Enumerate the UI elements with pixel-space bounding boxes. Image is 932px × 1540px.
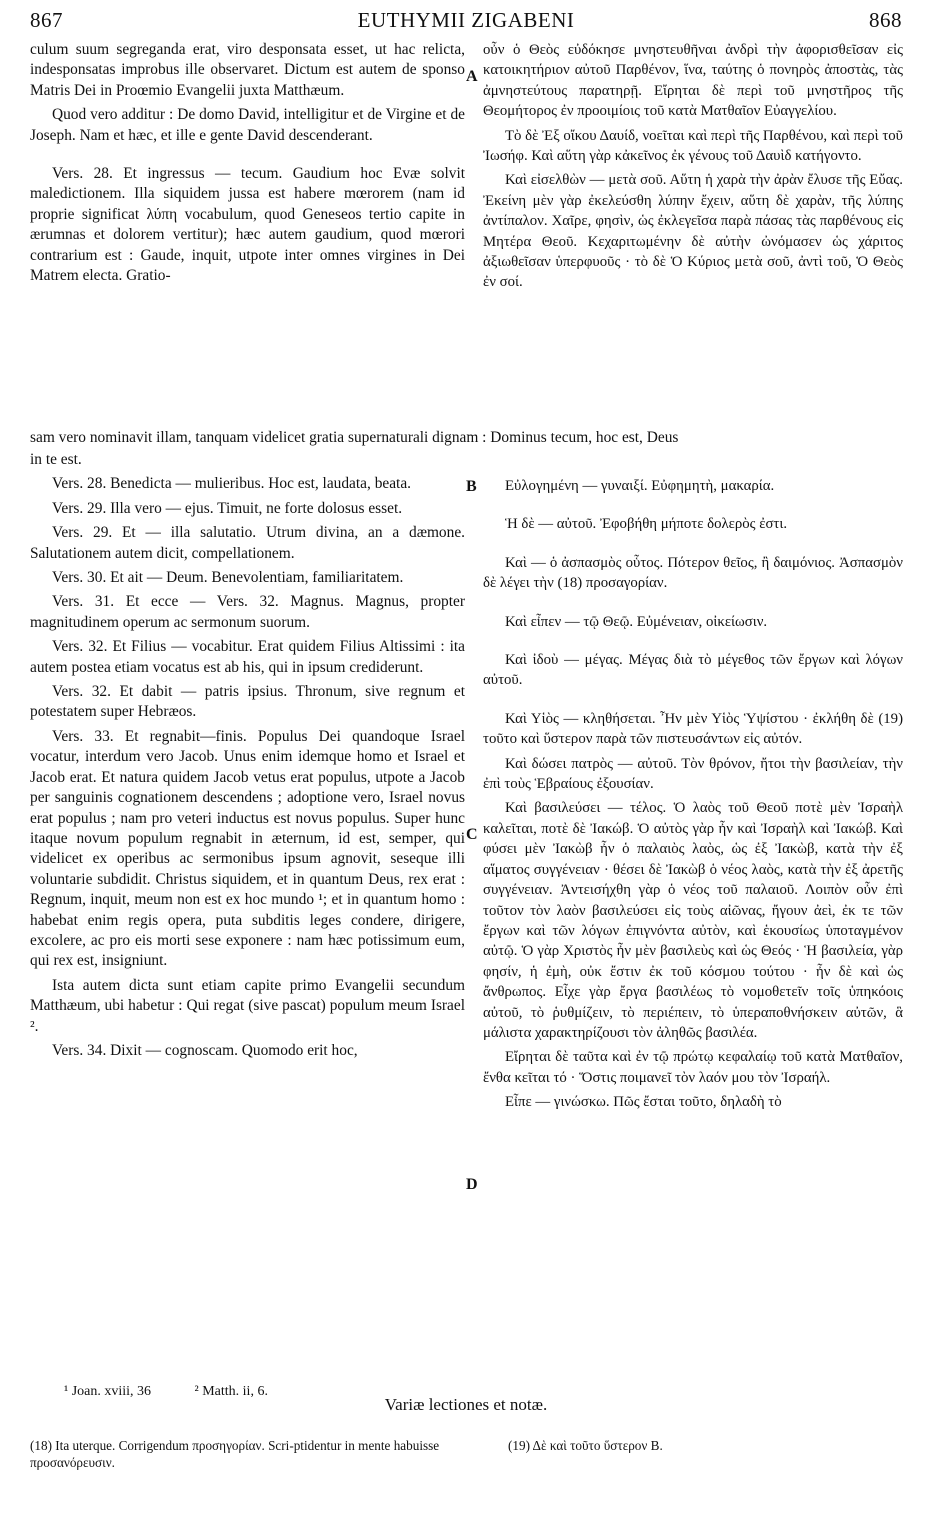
footnote-1: ¹ Joan. xviii, 36: [64, 1384, 152, 1399]
footnote-2: ² Matth. ii, 6.: [194, 1384, 268, 1399]
greek-paragraph: Εἶπε — γινώσκω. Πῶς ἔσται τοῦτο, δηλαδὴ τὸ: [505, 1094, 782, 1111]
latin-paragraph: Vers. 32. Et dabit — patris ipsius. Thronum, sive regnum et potestatem super Hebræos.: [30, 683, 465, 721]
page-number-right: 868: [869, 8, 902, 32]
greek-paragraph: Εἴρηται δὲ ταῦτα καὶ ἐν τῷ πρώτῳ κεφαλαίῳ τοῦ κατὰ Ματθαῖον, ἔνθα κεῖται τό · Ὅστις ποιμανεῖ τὸν λαόν μου τὸν Ἰσραήλ.: [483, 1049, 903, 1086]
note-18: (18) Ita uterque. Corrigendum προσηγορίαν. Scri-ptidentur in mente habuisse προσανόρευσιν.: [30, 1438, 440, 1470]
latin-paragraph: Vers. 29. Illa vero — ejus. Timuit, ne forte dolosus esset.: [52, 499, 403, 517]
margin-letter-b: B: [466, 478, 477, 495]
greek-column: [483, 40, 903, 297]
latin-paragraph: Vers. 31. Et ecce — Vers. 32. Magnus. Magnus, propter magnitudinem operum ac sermonum suorum.: [30, 593, 465, 631]
notes-title: Variæ lectiones et notæ.: [384, 1395, 548, 1414]
greek-paragraph: Καὶ βασιλεύσει — τέλος. Ὁ λαὸς τοῦ Θεοῦ ποτὲ μὲν Ἰσραὴλ καλεῖται, ποτὲ δὲ Ἰακώβ. Ὁ αὐτὸς γὰρ ἦν καὶ Ἰσραὴλ καὶ Ἰακώβ. Καὶ φύσει μὲν Ἰακὼβ ἦν ὁ παλαιὸς λαὸς, ὡς ἐξ Ἰακὼβ, κατὰ τὴν ἐξ αἵματος συγγένειαν · θέσει δὲ Ἰακὼβ ὁ νέος λαὸς, κατὰ τὴν ἐξ ἀρετῆς συγγένειαν. Ἀντεισήχθη γὰρ ὁ νέος τοῦ παλαιοῦ. Λοιπὸν οὖν ἐπὶ τοῦτον τὸν λαὸν βασιλεύσει εἰς τοὺς αἰῶνας, ἤγουν ἀεὶ, ἐκ τε τῶν ἔργων καὶ τῶν λόγων ἐπιγνόντα αὐτὸν, καὶ ἑκουσίως ὑποταγμένον αὐτῷ. Ὁ γὰρ Χριστὸς ἦν μὲν βασιλεὺς καὶ ὡς Θεός · Ἡ βασιλεία, γὰρ φησίν, ἡ ἐμὴ, οὐκ ἔστιν ἐκ τοῦ κόσμου τούτου · ἦν δὲ καὶ ὡς ἄνθρωπος. Εἶχε γὰρ ἔργα βασιλέως τὸ νομοθετεῖν τοῖς ὑπηκόοις αὐτοῦ, τὸ ῥυθμίζειν, τὸ περιέπειν, τὸ ὑπεραποθνήσκειν αὐτῶν, ἃ μάλιστα χαρακτηρίζουσι τὸν ἀληθῶς βασιλέα.: [483, 800, 903, 1041]
latin-paragraph: Quod vero additur : De domo David, intelligitur et de Virgine et de Joseph. Nam et hæc, et ille e gente David descenderant.: [30, 106, 465, 144]
margin-letter-a: A: [466, 68, 478, 85]
note-19: (19) Δὲ καὶ τοῦτο ὕστερον B.: [508, 1438, 663, 1453]
latin-paragraph: Vers. 34. Dixit — cognoscam. Quomodo erit hoc,: [52, 1041, 358, 1059]
greek-paragraph: Καὶ ἰδοὺ — μέγας. Μέγας διὰ τὸ μέγεθος τῶν ἔργων καὶ λόγων αὐτοῦ.: [483, 652, 903, 689]
latin-paragraph: in te est.: [30, 451, 82, 468]
latin-column: [30, 40, 465, 290]
greek-paragraph: Καὶ εἰσελθὼν — μετὰ σοῦ. Αὕτη ἡ χαρὰ τὴν ἀρὰν ἔλυσε τῆς Εὔας. Ἐκείνη μὲν γὰρ ἐκελεύσθη λύπην ἔχειν, αὕτη δὲ χαρὰν, τῆς λύπης ἀντίπαλον. Χαῖρε, φησὶν, ὡς ἐκλεγεῖσα παρὰ πάσας τὰς παρθένους εἰς Μητέρα Θεοῦ. Κεχαριτωμένην δὲ αὐτὴν ὠνόμασεν ὡς χάριτος ἀξιωθεῖσαν ὑπερφυοῦς · τὸ δὲ Ὁ Κύριος μετὰ σοῦ, ἀντὶ τοῦ, Ὁ Θεὸς ἐν σοί.: [483, 172, 903, 291]
latin-paragraph: Vers. 33. Et regnabit—finis. Populus Dei quandoque Israel vocatur, interdum vero Jacob. Unus enim idemque homo et Israel et Jacob erat. Et natura quidem Jacob vetus erat populus, utpote a Jacob per sanguinis cognationem descendens ; adoptione vero, Israel novus erat populus ; nam pro veteri inductus est novus populus. Super hunc itaque novum populum regnabit in æternum, id est, semper, qui videlicet ex operibus ac sermonibus ipsum agnovit, seseque illi voluntarie subdidit. Christus siquidem, et in quantum Deus, rex erat : Regnum, inquit, meum non est ex hoc mundo ¹; et in quantum homo : habebat enim regis opera, puta subditis leges condere, dirigere, excolere, ac pro eis morti sese exponere : nam hæc potissimum eum, qui rex est, insigniunt.: [30, 727, 465, 970]
greek-column-lower: [483, 476, 903, 1117]
margin-letter-d: D: [466, 1176, 478, 1193]
greek-paragraph: Εὐλογημένη — γυναιξί. Εὐφημητὴ, μακαρία.: [505, 478, 775, 494]
latin-paragraph: Ista autem dicta sunt etiam capite primo Evangelii secundum Matthæum, ubi habetur : Qui regat (sive pascat) populum meum Israel ².: [30, 976, 465, 1035]
greek-paragraph: Καὶ δώσει πατρὸς — αὐτοῦ. Τὸν θρόνον, ἤτοι τὴν βασιλείαν, τὴν ἐπὶ τοὺς Ἑβραίους ἐξουσίαν.: [483, 755, 903, 793]
latin-paragraph: Vers. 28. Et ingressus — tecum. Gaudium hoc Evæ solvit maledictionem. Illa siquidem jussa est habere mœrorem (nam id proprie significat λύπη vocabulum, quod Geneseos tertio capite in ærumnas et dolorem vertitur); hæc autem gaudium, quod mœrori contrarium est : Gaude, inquit, utpote inter omnes virgines in Dei Matrem electa. Gratio-: [30, 165, 465, 285]
running-title: EUTHYMII ZIGABENI: [357, 8, 575, 32]
greek-paragraph: Καὶ — ὁ ἀσπασμὸς οὗτος. Πότερον θεῖος, ἢ δαιμόνιος. Ἀσπασμὸν δὲ λέγει τὴν (18) προσαγορίαν.: [483, 554, 903, 592]
greek-paragraph: Καὶ Υἱὸς — κληθήσεται. Ἦν μὲν Υἱὸς Ὑψίστου · ἐκλήθη δὲ (19) τοῦτο καὶ ὕστερον παρὰ τῶν πιστευσάντων εἰς αὐτόν.: [483, 710, 903, 748]
margin-letter-c: C: [466, 826, 478, 843]
latin-paragraph: Vers. 32. Et Filius — vocabitur. Erat quidem Filius Altissimi : ita autem postea etiam vocatus est ab his, qui in ipsum crediderunt.: [30, 638, 465, 676]
latin-column-lower: [30, 450, 465, 1065]
greek-paragraph: οὖν ὁ Θεὸς εὐδόκησε μνηστευθῆναι ἀνδρὶ τὴν ἀφορισθεῖσαν εἰς κατοικητήριον αὐτοῦ Παρθένον, ἵνα, ταύτης ὁ πονηρὸς ἀποστὰς, τὰς ἀμνηστεύτους παρατηρῇ. Εἴρηται δὲ περὶ τοῦ μνηστῆρος τῆς Θεομήτορος ἐν προοιμίοις τοῦ κατὰ Ματθαῖον Εὐαγγελίου.: [483, 42, 903, 120]
latin-paragraph: Vers. 30. Et ait — Deum. Benevolentiam, familiaritatem.: [52, 569, 404, 587]
greek-paragraph: Τὸ δὲ Ἐξ οἴκου Δαυίδ, νοεῖται καὶ περὶ τῆς Παρθένου, καὶ περὶ τοῦ Ἰωσήφ. Καὶ αὕτη γὰρ κἀκεῖνος ἐκ γένους τοῦ Δαυὶδ κατήγοντο.: [483, 127, 903, 165]
spanning-line: sam vero nominavit illam, tanquam videlicet gratia supernaturali dignam : Dominus tecum, hoc est, Deus: [30, 429, 679, 446]
greek-paragraph: Καὶ εἶπεν — τῷ Θεῷ. Εὐμένειαν, οἰκείωσιν.: [505, 613, 768, 630]
latin-paragraph: culum suum segreganda erat, viro desponsata esset, ut hac relicta, indesponsatas improbus ille observaret. Dictum est autem de sponso Matris Dei in Proœmio Evangelii juxta Matthæum.: [30, 41, 465, 99]
page-header: [30, 8, 902, 36]
page-number-left: 867: [30, 8, 63, 32]
latin-paragraph: Vers. 28. Benedicta — mulieribus. Hoc est, laudata, beata.: [52, 475, 412, 493]
latin-paragraph: Vers. 29. Et — illa salutatio. Utrum divina, an a dæmone. Salutationem autem dicit, compellationem.: [30, 524, 465, 562]
greek-paragraph: Ἡ δὲ — αὐτοῦ. Ἐφοβήθη μήποτε δολερὸς ἐστι.: [505, 516, 788, 533]
